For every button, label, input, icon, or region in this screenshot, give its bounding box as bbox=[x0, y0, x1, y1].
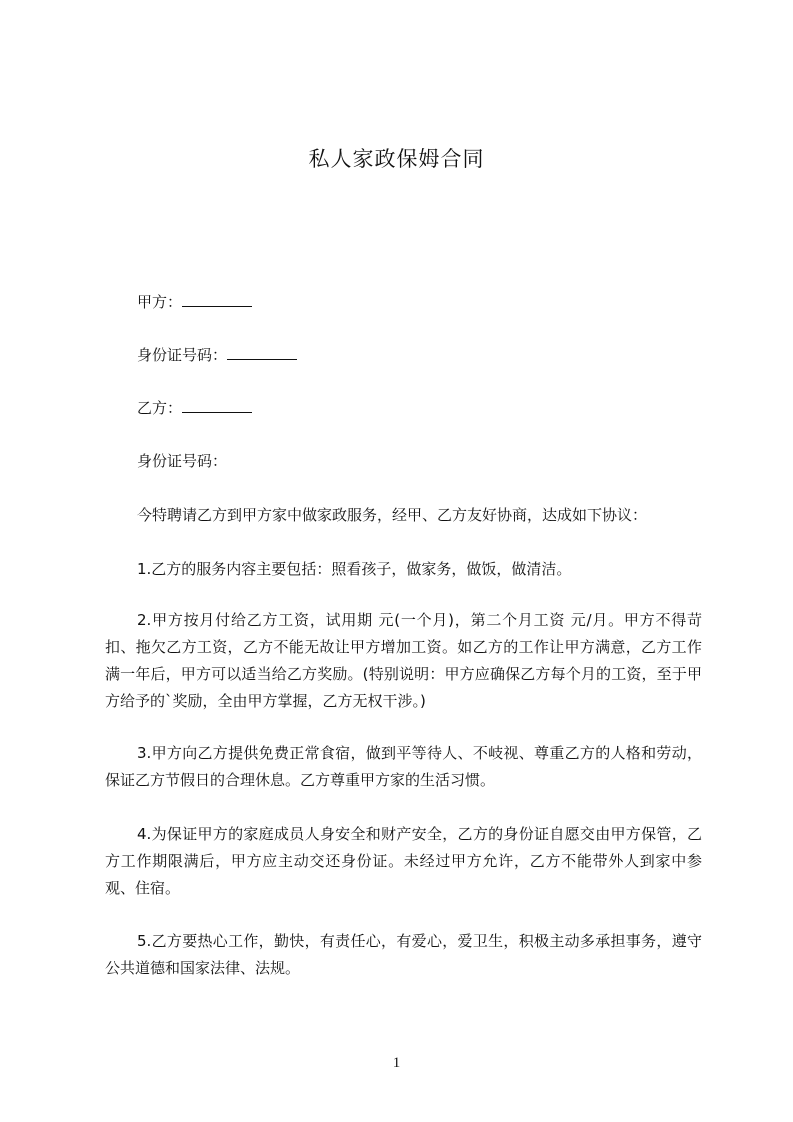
clause-3-text: 3.甲方向乙方提供免费正常食宿，做到平等待人、不岐视、尊重乙方的人格和劳动，保证乙方节假日的合理休息。乙方尊重甲方家的生活习惯。 bbox=[105, 744, 702, 789]
party-b-field bbox=[137, 398, 252, 418]
party-a-id-blank bbox=[227, 345, 297, 360]
page-number: 1 bbox=[392, 1055, 401, 1071]
party-a-id-label: 身份证号码： bbox=[137, 346, 228, 364]
document-title: 私人家政保姆合同 bbox=[308, 147, 485, 171]
party-b-id-label: 身份证号码： bbox=[137, 452, 228, 470]
party-a-id-field bbox=[137, 345, 297, 365]
party-b-label: 乙方： bbox=[137, 399, 183, 417]
party-b-id-field bbox=[137, 451, 227, 471]
intro-paragraph bbox=[105, 502, 702, 529]
clause-4 bbox=[105, 821, 702, 902]
clause-4-text: 4.为保证甲方的家庭成员人身安全和财产安全，乙方的身份证自愿交由甲方保管，乙方工作期限满后，甲方应主动交还身份证。未经过甲方允许，乙方不能带外人到家中参观、住宿。 bbox=[105, 825, 702, 897]
party-a-blank bbox=[182, 292, 252, 307]
clause-3 bbox=[105, 740, 702, 794]
clause-5-text: 5.乙方要热心工作，勤快，有责任心，有爱心，爱卫生，积极主动多承担事务，遵守公共道德和国家法律、法规。 bbox=[105, 932, 702, 977]
clause-2 bbox=[105, 607, 702, 715]
party-a-label: 甲方： bbox=[137, 293, 183, 311]
party-a-field bbox=[137, 292, 252, 312]
party-b-blank bbox=[182, 398, 252, 413]
clause-1-text: 1.乙方的服务内容主要包括：照看孩子，做家务，做饭，做清洁。 bbox=[137, 560, 572, 578]
intro-text: 今特聘请乙方到甲方家中做家政服务，经甲、乙方友好协商，达成如下协议： bbox=[137, 506, 648, 524]
clause-5 bbox=[105, 928, 702, 982]
clause-2-text: 2.甲方按月付给乙方工资，试用期 元(一个月)，第二个月工资 元/月。甲方不得苛扣、拖欠乙方工资，乙方不能无故让甲方增加工资。如乙方的工作让甲方满意，乙方工作满一年后，甲方可以适当给乙方奖励。(特别说明：甲方应确保乙方每个月的工资，至于甲方给予的`奖励，全由甲方掌握，乙方无权干涉。) bbox=[105, 611, 702, 710]
clause-1 bbox=[105, 556, 702, 583]
